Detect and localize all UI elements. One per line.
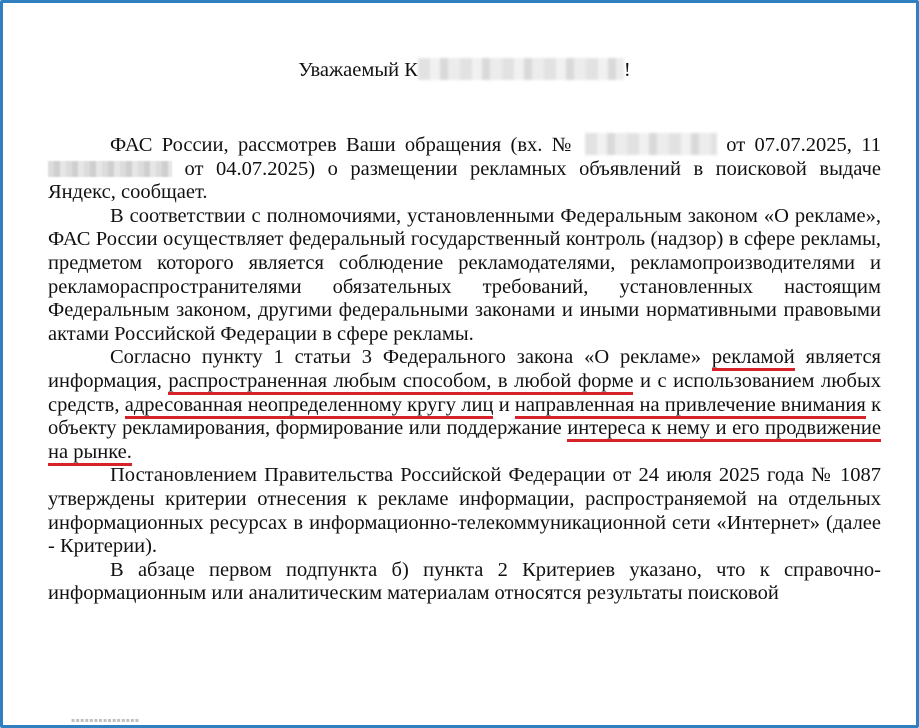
greeting-line	[48, 58, 881, 83]
paragraph-3	[48, 346, 881, 464]
p1-text-c: 11	[861, 134, 881, 156]
redacted-number	[585, 133, 717, 155]
highlight-advertising: рекламой	[712, 346, 795, 371]
letter-body	[48, 133, 881, 606]
p3-text-4: и	[498, 393, 510, 416]
p3-text-5: к объекту рекламирования, формирование или поддержание	[48, 393, 882, 440]
greeting-prefix: Уважаемый К	[298, 59, 418, 81]
paragraph-1	[48, 133, 881, 205]
greeting-suffix: !	[623, 59, 631, 81]
redacted-name	[418, 58, 624, 80]
paragraph-5: В абзаце первом подпункта б) пункта 2 Критериев указано, что к справочно-информационным или аналитическим материалам относятся результаты поисковой	[48, 558, 881, 605]
p1-text-d: от 04.07.2025) о размещении рекламных объявлений в поисковой выдаче Яндекс, сообщает.	[48, 157, 881, 204]
highlight-attract-attention: направленная на привлечение внимания	[515, 394, 866, 419]
highlight-market-promotion: интереса к нему и его продвижение на рынке.	[48, 417, 881, 466]
footer-watermark: ▪▪▪▪▪▪▪▪▪▪▪▪▪▪▪	[71, 717, 140, 724]
highlight-any-method: распространенная любым способом, в любой форме	[168, 370, 633, 395]
paragraph-2: В соответствии с полномочиями, установленными Федеральным законом «О рекламе», ФАС России осуществляет федеральный государственный контроль (надзор) в сфере рекламы, предметом которого является соблюдение рекламодателями, рекламопроизводителями и рекламораспространителями обязательных требований, установленных настоящим Федеральным законом, другими федеральными законами и иными нормативными правовыми актами Российской Федерации в сфере рекламы.	[48, 204, 881, 345]
p3-text-1: Согласно пункту 1 статьи 3 Федерального закона «О рекламе»	[110, 346, 702, 369]
p3-text-3: и с использованием любых средств,	[48, 369, 882, 416]
paragraph-4: Постановлением Правительства Российской Федерации от 24 июля 2025 года № 1087 утверждены критерии отнесения к рекламе информации, распространяемой на отдельных информационных ресурсах в информационно-телекоммуникационной сети «Интернет» (далее - Критерии).	[48, 464, 881, 558]
p1-text-b: от 07.07.2025,	[726, 134, 852, 156]
p3-text-2: является информация,	[48, 346, 881, 392]
highlight-indefinite-circle: адресованная неопределенному кругу лиц	[125, 394, 494, 419]
redacted-number-2	[48, 161, 172, 177]
p1-text-a: ФАС России, рассмотрев Ваши обращения (вх. №	[110, 134, 576, 156]
